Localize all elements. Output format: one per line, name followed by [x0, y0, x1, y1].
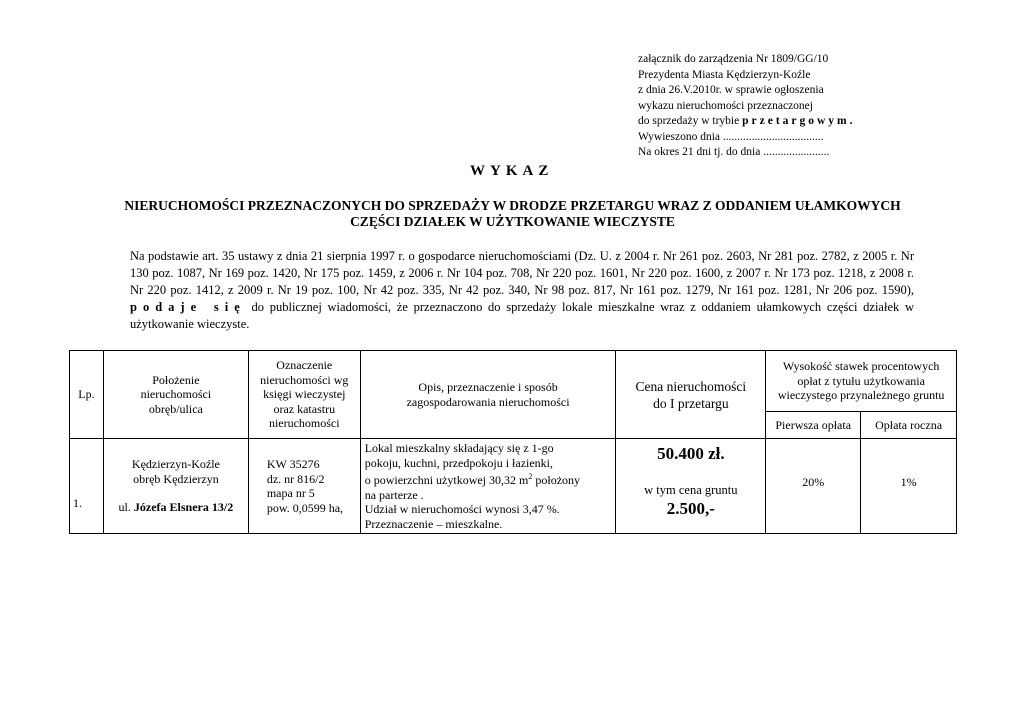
annex-mode-bold: przetargowym.: [742, 115, 856, 127]
description-line: Udział w nieruchomości wynosi 3,47 %.: [364, 502, 560, 516]
annex-line-text: do sprzedaży w trybie: [638, 115, 743, 127]
location-street: [107, 500, 245, 515]
cell-description: [360, 439, 616, 534]
annex-line: [638, 114, 938, 130]
description-area-text: o powierzchni użytkowej 30,32 m: [364, 473, 529, 487]
designation-area: pow. 0,0599 ha,: [266, 500, 344, 515]
cell-lp: 1.: [70, 439, 104, 534]
header-designation: Oznaczenie nieruchomości wg księgi wieczystej oraz katastru nieruchomości: [248, 351, 360, 439]
heading-line: NIERUCHOMOŚCI PRZEZNACZONYCH DO SPRZEDAŻY W DRODZE PRZETARGU WRAZ Z ODDANIEM UŁAMKOWYCH: [124, 198, 901, 213]
annex-note: [638, 52, 938, 161]
designation-plot: dz. nr 816/2: [266, 471, 325, 486]
cell-first-fee: 20%: [766, 439, 861, 534]
land-price-label: w tym cena gruntu: [644, 483, 738, 497]
document-heading: [70, 198, 955, 230]
heading-line: CZĘŚCI DZIAŁEK W UŻYTKOWANIE WIECZYSTE: [350, 214, 675, 229]
description-area-text: położony: [532, 473, 581, 487]
annex-line: wykazu nieruchomości przeznaczonej: [638, 99, 813, 112]
description-line: na parterze .: [364, 487, 424, 502]
header-price: Cena nieruchomości do I przetargu: [616, 351, 766, 439]
location-street-name: Józefa Elsnera 13/2: [133, 500, 234, 515]
annex-line: z dnia 26.V.2010r. w sprawie ogłoszenia: [638, 84, 824, 96]
description-line: [365, 470, 613, 488]
intro-paragraph: [130, 248, 914, 333]
location-street-prefix: ul.: [118, 500, 134, 515]
document-title: WYKAZ: [470, 163, 554, 179]
description-sup: 2: [528, 472, 533, 481]
header-description: Opis, przeznaczenie i sposób zagospodarowania nieruchomości: [360, 351, 616, 439]
cell-designation: [248, 439, 360, 534]
intro-bold-text: podaje się: [130, 300, 246, 314]
description-line: Lokal mieszkalny składający się z 1-go: [364, 441, 554, 455]
annex-line: Prezydenta Miasta Kędzierzyn-Koźle: [638, 68, 811, 81]
annex-line: Wywieszono dnia ...................................: [638, 130, 824, 143]
location-precinct: obręb Kędzierzyn: [133, 471, 219, 486]
designation-kw: KW 35276: [266, 457, 320, 471]
header-annual-fee: Opłata roczna: [861, 412, 957, 439]
table-header-row: [70, 351, 957, 412]
header-location: Położenie nieruchomości obręb/ulica: [103, 351, 248, 439]
header-first-fee: Pierwsza opłata: [766, 412, 861, 439]
price-value: 50.400 zł.: [657, 444, 725, 463]
table-row: [70, 439, 957, 534]
header-lp: Lp.: [70, 351, 104, 439]
cell-annual-fee: 1%: [861, 439, 957, 534]
annex-line: załącznik do zarządzenia Nr 1809/GG/10: [638, 53, 829, 65]
designation-map: mapa nr 5: [266, 486, 315, 500]
land-price-value: 2.500,-: [666, 498, 715, 518]
description-line: Przeznaczenie – mieszkalne.: [364, 516, 503, 531]
cell-location: [103, 439, 248, 534]
property-table: [69, 350, 957, 534]
intro-text: do publicznej wiadomości, że przeznaczono do sprzedaży lokale mieszkalne wraz z oddaniem ułamkowych części działek w użytkowanie wieczyste.: [130, 300, 915, 331]
cell-price: [616, 439, 766, 534]
annex-line: Na okres 21 dni tj. do dnia .......................: [638, 146, 830, 158]
location-city: Kędzierzyn-Koźle: [131, 457, 220, 472]
description-line: pokoju, kuchni, przedpokoju i łazienki,: [364, 455, 554, 470]
header-rates: Wysokość stawek procentowych opłat z tytułu użytkowania wieczystego przynależnego gruntu: [766, 351, 957, 412]
intro-text: Na podstawie art. 35 ustawy z dnia 21 sierpnia 1997 r. o gospodarce nieruchomościami (Dz. U. z 2004 r. Nr 261 poz. 2603, Nr 281 poz. 2782, z 2005 r. Nr 130 poz. 1087, Nr 169 poz. 1420, Nr 175 poz. 1459, z 2006 r. Nr 104 poz. 708, Nr 220 poz. 1601, Nr 220 poz. 1600, z 2007 r. Nr 173 poz. 1218, z 2008 r. Nr 220 poz. 1412, z 2009 r. Nr 19 poz. 100, Nr 42 poz. 335, Nr 42 poz. 340, Nr 98 poz. 817, Nr 161 poz. 1279, Nr 161 poz. 1281, Nr 206 poz. 1590),: [130, 249, 914, 297]
